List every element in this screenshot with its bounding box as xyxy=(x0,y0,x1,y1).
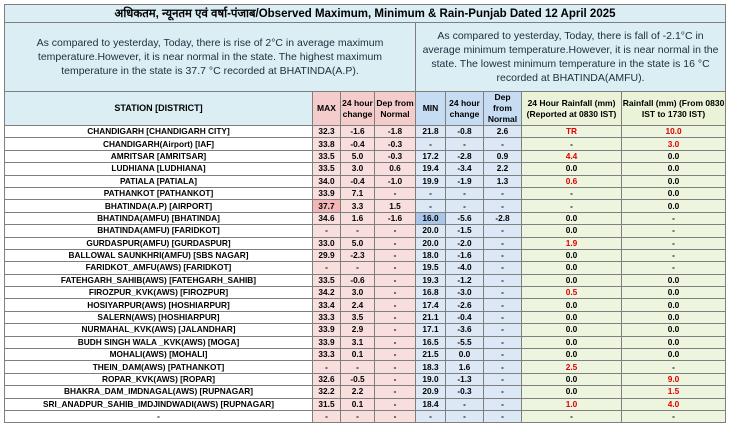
max-cell: 33.8 xyxy=(313,138,341,150)
station-cell: BHAKRA_DAM_IMDNAGAL(AWS) [RUPNAGAR] xyxy=(5,386,313,398)
rain-24h-cell: 0.0 xyxy=(522,212,622,224)
rain-day-cell: - xyxy=(622,262,726,274)
min-change-cell: -5.6 xyxy=(446,212,484,224)
table-row xyxy=(5,249,726,261)
table-row xyxy=(5,274,726,286)
station-cell: CHANDIGARH [CHANDIGARH CITY] xyxy=(5,126,313,138)
min-cell: 20.9 xyxy=(416,386,446,398)
max-dep-cell: - xyxy=(375,249,416,261)
max-change-cell: 2.9 xyxy=(341,324,375,336)
station-cell: BALLOWAL SAUNKHRI(AMFU) [SBS NAGAR] xyxy=(5,249,313,261)
min-cell: 17.1 xyxy=(416,324,446,336)
rain-day-cell: 0.0 xyxy=(622,287,726,299)
min-change-cell: -4.0 xyxy=(446,262,484,274)
max-cell: 37.7 xyxy=(313,200,341,212)
header-min-change: 24 hour change xyxy=(446,92,484,126)
station-cell: SALERN(AWS) [HOSHIARPUR] xyxy=(5,311,313,323)
max-cell: 33.5 xyxy=(313,150,341,162)
min-dep-cell: - xyxy=(484,410,522,422)
max-cell: 33.5 xyxy=(313,274,341,286)
station-cell: ROPAR_KVK(AWS) [ROPAR] xyxy=(5,373,313,385)
max-dep-cell: 0.6 xyxy=(375,163,416,175)
min-cell: 16.5 xyxy=(416,336,446,348)
max-temp-summary: As compared to yesterday, Today, there is rise of 2°C in average maximum temperature.However, it is near normal in the state. The highest maximum temperature in the state is 37.7 °C recorded at BHATINDA(A.P). xyxy=(5,23,416,92)
max-dep-cell: - xyxy=(375,410,416,422)
rain-day-cell: - xyxy=(622,249,726,261)
observation-table xyxy=(4,4,726,423)
max-change-cell: - xyxy=(341,361,375,373)
max-dep-cell: -1.0 xyxy=(375,175,416,187)
max-cell: 33.9 xyxy=(313,324,341,336)
min-change-cell: -3.4 xyxy=(446,163,484,175)
station-cell: BHATINDA(AMFU) [BHATINDA] xyxy=(5,212,313,224)
table-row xyxy=(5,410,726,422)
max-change-cell: - xyxy=(341,225,375,237)
max-change-cell: 3.0 xyxy=(341,163,375,175)
max-cell: - xyxy=(313,410,341,422)
min-dep-cell: - xyxy=(484,249,522,261)
table-row xyxy=(5,150,726,162)
max-change-cell: -1.6 xyxy=(341,126,375,138)
min-dep-cell: - xyxy=(484,225,522,237)
min-change-cell: - xyxy=(446,410,484,422)
station-cell: CHANDIGARH(Airport) [IAF] xyxy=(5,138,313,150)
rain-day-cell: 3.0 xyxy=(622,138,726,150)
rain-24h-cell: 0.5 xyxy=(522,287,622,299)
station-cell: BHATINDA(AMFU) [FARIDKOT] xyxy=(5,225,313,237)
min-cell: 18.3 xyxy=(416,361,446,373)
min-cell: - xyxy=(416,138,446,150)
min-cell: 16.0 xyxy=(416,212,446,224)
station-cell: BHATINDA(A.P) [AIRPORT] xyxy=(5,200,313,212)
min-change-cell: -2.0 xyxy=(446,237,484,249)
max-change-cell: 3.1 xyxy=(341,336,375,348)
table-row xyxy=(5,398,726,410)
min-dep-cell: 0.9 xyxy=(484,150,522,162)
table-row xyxy=(5,187,726,199)
header-rain-24h: 24 Hour Rainfall (mm) (Reported at 0830 IST) xyxy=(522,92,622,126)
min-dep-cell: - xyxy=(484,187,522,199)
min-cell: - xyxy=(416,410,446,422)
min-change-cell: -1.9 xyxy=(446,175,484,187)
max-dep-cell: - xyxy=(375,324,416,336)
max-cell: 31.5 xyxy=(313,398,341,410)
rain-24h-cell: 0.0 xyxy=(522,373,622,385)
table-row xyxy=(5,336,726,348)
min-cell: 19.9 xyxy=(416,175,446,187)
max-change-cell: 3.5 xyxy=(341,311,375,323)
max-dep-cell: - xyxy=(375,237,416,249)
min-dep-cell: -2.8 xyxy=(484,212,522,224)
rain-day-cell: 0.0 xyxy=(622,311,726,323)
max-change-cell: 0.1 xyxy=(341,398,375,410)
rain-day-cell: - xyxy=(622,237,726,249)
rain-day-cell: 0.0 xyxy=(622,324,726,336)
station-cell: AMRITSAR [AMRITSAR] xyxy=(5,150,313,162)
table-row xyxy=(5,299,726,311)
min-cell: 20.0 xyxy=(416,237,446,249)
max-dep-cell: -0.3 xyxy=(375,150,416,162)
rain-day-cell: 1.5 xyxy=(622,386,726,398)
header-station: STATION [DISTRICT] xyxy=(5,92,313,126)
rain-day-cell: 0.0 xyxy=(622,299,726,311)
max-change-cell: -0.4 xyxy=(341,138,375,150)
table-row xyxy=(5,386,726,398)
max-change-cell: 1.6 xyxy=(341,212,375,224)
min-change-cell: -1.6 xyxy=(446,249,484,261)
max-change-cell: 5.0 xyxy=(341,237,375,249)
min-change-cell: - xyxy=(446,398,484,410)
rain-24h-cell: 0.0 xyxy=(522,386,622,398)
min-dep-cell: 2.2 xyxy=(484,163,522,175)
max-cell: 29.9 xyxy=(313,249,341,261)
max-cell: 33.0 xyxy=(313,237,341,249)
rain-day-cell: 10.0 xyxy=(622,126,726,138)
max-change-cell: -0.4 xyxy=(341,175,375,187)
max-change-cell: 3.0 xyxy=(341,287,375,299)
max-dep-cell: - xyxy=(375,262,416,274)
max-dep-cell: - xyxy=(375,386,416,398)
header-max-dep: Dep from Normal xyxy=(375,92,416,126)
rain-24h-cell: - xyxy=(522,187,622,199)
min-change-cell: -5.5 xyxy=(446,336,484,348)
min-dep-cell: - xyxy=(484,138,522,150)
table-row xyxy=(5,126,726,138)
max-cell: 34.0 xyxy=(313,175,341,187)
station-cell: HOSIYARPUR(AWS) [HOSHIARPUR] xyxy=(5,299,313,311)
max-change-cell: 3.3 xyxy=(341,200,375,212)
rain-24h-cell: - xyxy=(522,410,622,422)
max-change-cell: 5.0 xyxy=(341,150,375,162)
min-dep-cell: - xyxy=(484,299,522,311)
station-cell: GURDASPUR(AMFU) [GURDASPUR] xyxy=(5,237,313,249)
station-cell: NURMAHAL_KVK(AWS) [JALANDHAR] xyxy=(5,324,313,336)
min-change-cell: -0.3 xyxy=(446,386,484,398)
min-cell: 18.4 xyxy=(416,398,446,410)
rain-24h-cell: TR xyxy=(522,126,622,138)
min-change-cell: 1.6 xyxy=(446,361,484,373)
min-change-cell: -0.4 xyxy=(446,311,484,323)
min-cell: 21.1 xyxy=(416,311,446,323)
table-row xyxy=(5,175,726,187)
max-dep-cell: - xyxy=(375,225,416,237)
min-dep-cell: - xyxy=(484,398,522,410)
min-dep-cell: - xyxy=(484,324,522,336)
min-cell: - xyxy=(416,200,446,212)
max-change-cell: -0.6 xyxy=(341,274,375,286)
max-change-cell: 0.1 xyxy=(341,349,375,361)
min-cell: 21.5 xyxy=(416,349,446,361)
max-cell: - xyxy=(313,225,341,237)
rain-24h-cell: 0.6 xyxy=(522,175,622,187)
max-cell: 33.3 xyxy=(313,349,341,361)
observation-report xyxy=(4,4,725,423)
table-row xyxy=(5,311,726,323)
rain-24h-cell: 1.0 xyxy=(522,398,622,410)
max-change-cell: -0.5 xyxy=(341,373,375,385)
min-cell: - xyxy=(416,187,446,199)
min-change-cell: -3.6 xyxy=(446,324,484,336)
min-cell: 16.8 xyxy=(416,287,446,299)
rain-day-cell: - xyxy=(622,225,726,237)
rain-day-cell: 0.0 xyxy=(622,150,726,162)
rain-24h-cell: - xyxy=(522,200,622,212)
rain-24h-cell: 1.9 xyxy=(522,237,622,249)
station-cell: FIROZPUR_KVK(AWS) [FIROZPUR] xyxy=(5,287,313,299)
station-cell: PATHANKOT [PATHANKOT] xyxy=(5,187,313,199)
max-cell: 33.9 xyxy=(313,187,341,199)
min-change-cell: 0.0 xyxy=(446,349,484,361)
min-change-cell: -1.5 xyxy=(446,225,484,237)
table-row xyxy=(5,200,726,212)
max-change-cell: 2.2 xyxy=(341,386,375,398)
rain-24h-cell: 0.0 xyxy=(522,299,622,311)
station-cell: SRI_ANADPUR_SAHIB_IMDJINDWADI(AWS) [RUPNAGAR] xyxy=(5,398,313,410)
min-cell: 17.2 xyxy=(416,150,446,162)
table-row xyxy=(5,287,726,299)
rain-24h-cell: - xyxy=(522,138,622,150)
station-cell: - xyxy=(5,410,313,422)
rain-day-cell: 0.0 xyxy=(622,163,726,175)
min-temp-summary: As compared to yesterday, Today, there is fall of -2.1°C in average minimum temperature.However, it is near normal in the state. The lowest minimum temperature in the state is 16 °C recorded at BHATINDA(AMFU). xyxy=(416,23,726,92)
table-row xyxy=(5,324,726,336)
table-row xyxy=(5,237,726,249)
station-cell: THEIN_DAM(AWS) [PATHANKOT] xyxy=(5,361,313,373)
min-cell: 19.4 xyxy=(416,163,446,175)
min-cell: 19.5 xyxy=(416,262,446,274)
min-change-cell: - xyxy=(446,138,484,150)
min-dep-cell: - xyxy=(484,237,522,249)
min-change-cell: -1.3 xyxy=(446,373,484,385)
max-dep-cell: - xyxy=(375,349,416,361)
max-cell: 33.5 xyxy=(313,163,341,175)
table-row xyxy=(5,138,726,150)
min-cell: 19.0 xyxy=(416,373,446,385)
min-dep-cell: 1.3 xyxy=(484,175,522,187)
rain-24h-cell: 2.5 xyxy=(522,361,622,373)
table-row xyxy=(5,349,726,361)
max-dep-cell: -0.3 xyxy=(375,138,416,150)
min-dep-cell: - xyxy=(484,200,522,212)
min-cell: 17.4 xyxy=(416,299,446,311)
max-dep-cell: - xyxy=(375,336,416,348)
rain-24h-cell: 0.0 xyxy=(522,274,622,286)
max-cell: 34.6 xyxy=(313,212,341,224)
max-cell: 33.9 xyxy=(313,336,341,348)
rain-day-cell: 0.0 xyxy=(622,336,726,348)
min-change-cell: -1.2 xyxy=(446,274,484,286)
min-dep-cell: - xyxy=(484,287,522,299)
max-dep-cell: - xyxy=(375,187,416,199)
station-cell: FATEHGARH_SAHIB(AWS) [FATEHGARH_SAHIB] xyxy=(5,274,313,286)
rain-24h-cell: 0.0 xyxy=(522,163,622,175)
station-cell: PATIALA [PATIALA] xyxy=(5,175,313,187)
table-row xyxy=(5,212,726,224)
min-change-cell: -2.6 xyxy=(446,299,484,311)
max-dep-cell: - xyxy=(375,274,416,286)
report-title: अधिकतम, न्यूनतम एवं वर्षा-पंजाब/Observed Maximum, Minimum & Rain-Punjab Dated 12 April 2025 xyxy=(5,5,726,23)
rain-day-cell: 4.0 xyxy=(622,398,726,410)
rain-24h-cell: 0.0 xyxy=(522,249,622,261)
rain-24h-cell: 0.0 xyxy=(522,349,622,361)
max-cell: 32.6 xyxy=(313,373,341,385)
station-rows xyxy=(5,126,726,423)
header-min-dep: Dep from Normal xyxy=(484,92,522,126)
rain-24h-cell: 0.0 xyxy=(522,262,622,274)
max-cell: 33.4 xyxy=(313,299,341,311)
max-dep-cell: - xyxy=(375,299,416,311)
min-cell: 21.8 xyxy=(416,126,446,138)
min-dep-cell: - xyxy=(484,311,522,323)
header-max: MAX xyxy=(313,92,341,126)
min-cell: 18.0 xyxy=(416,249,446,261)
rain-day-cell: 0.0 xyxy=(622,187,726,199)
max-cell: 32.2 xyxy=(313,386,341,398)
min-dep-cell: - xyxy=(484,274,522,286)
max-cell: 33.3 xyxy=(313,311,341,323)
rain-day-cell: - xyxy=(622,212,726,224)
max-cell: 34.2 xyxy=(313,287,341,299)
min-change-cell: -2.8 xyxy=(446,150,484,162)
station-cell: LUDHIANA [LUDHIANA] xyxy=(5,163,313,175)
max-dep-cell: -1.6 xyxy=(375,212,416,224)
min-dep-cell: - xyxy=(484,349,522,361)
max-cell: - xyxy=(313,361,341,373)
min-change-cell: -3.0 xyxy=(446,287,484,299)
max-cell: 32.3 xyxy=(313,126,341,138)
max-dep-cell: 1.5 xyxy=(375,200,416,212)
max-cell: - xyxy=(313,262,341,274)
rain-day-cell: 0.0 xyxy=(622,175,726,187)
station-cell: FARIDKOT_AMFU(AWS) [FARIDKOT] xyxy=(5,262,313,274)
rain-day-cell: 0.0 xyxy=(622,200,726,212)
max-dep-cell: - xyxy=(375,373,416,385)
rain-24h-cell: 0.0 xyxy=(522,324,622,336)
header-max-change: 24 hour change xyxy=(341,92,375,126)
table-row xyxy=(5,373,726,385)
max-dep-cell: - xyxy=(375,398,416,410)
rain-24h-cell: 4.4 xyxy=(522,150,622,162)
station-cell: BUDH SINGH WALA _KVK(AWS) [MOGA] xyxy=(5,336,313,348)
max-change-cell: 7.1 xyxy=(341,187,375,199)
table-row xyxy=(5,262,726,274)
rain-24h-cell: 0.0 xyxy=(522,225,622,237)
rain-day-cell: 0.0 xyxy=(622,349,726,361)
max-dep-cell: -1.8 xyxy=(375,126,416,138)
station-cell: MOHALI(AWS) [MOHALI] xyxy=(5,349,313,361)
max-change-cell: -2.3 xyxy=(341,249,375,261)
rain-day-cell: - xyxy=(622,361,726,373)
max-dep-cell: - xyxy=(375,361,416,373)
table-row xyxy=(5,225,726,237)
min-change-cell: -0.8 xyxy=(446,126,484,138)
header-min: MIN xyxy=(416,92,446,126)
rain-day-cell: 0.0 xyxy=(622,274,726,286)
min-change-cell: - xyxy=(446,200,484,212)
min-change-cell: - xyxy=(446,187,484,199)
table-row xyxy=(5,163,726,175)
table-row xyxy=(5,361,726,373)
max-change-cell: 2.4 xyxy=(341,299,375,311)
max-dep-cell: - xyxy=(375,287,416,299)
max-dep-cell: - xyxy=(375,311,416,323)
header-rain-day: Rainfall (mm) (From 0830 IST to 1730 IST) xyxy=(622,92,726,126)
min-dep-cell: 2.6 xyxy=(484,126,522,138)
min-dep-cell: - xyxy=(484,336,522,348)
min-dep-cell: - xyxy=(484,386,522,398)
rain-day-cell: 9.0 xyxy=(622,373,726,385)
rain-day-cell: - xyxy=(622,410,726,422)
min-cell: 19.3 xyxy=(416,274,446,286)
min-cell: 20.0 xyxy=(416,225,446,237)
min-dep-cell: - xyxy=(484,361,522,373)
max-change-cell: - xyxy=(341,262,375,274)
max-change-cell: - xyxy=(341,410,375,422)
min-dep-cell: - xyxy=(484,373,522,385)
rain-24h-cell: 0.0 xyxy=(522,311,622,323)
rain-24h-cell: 0.0 xyxy=(522,336,622,348)
min-dep-cell: - xyxy=(484,262,522,274)
